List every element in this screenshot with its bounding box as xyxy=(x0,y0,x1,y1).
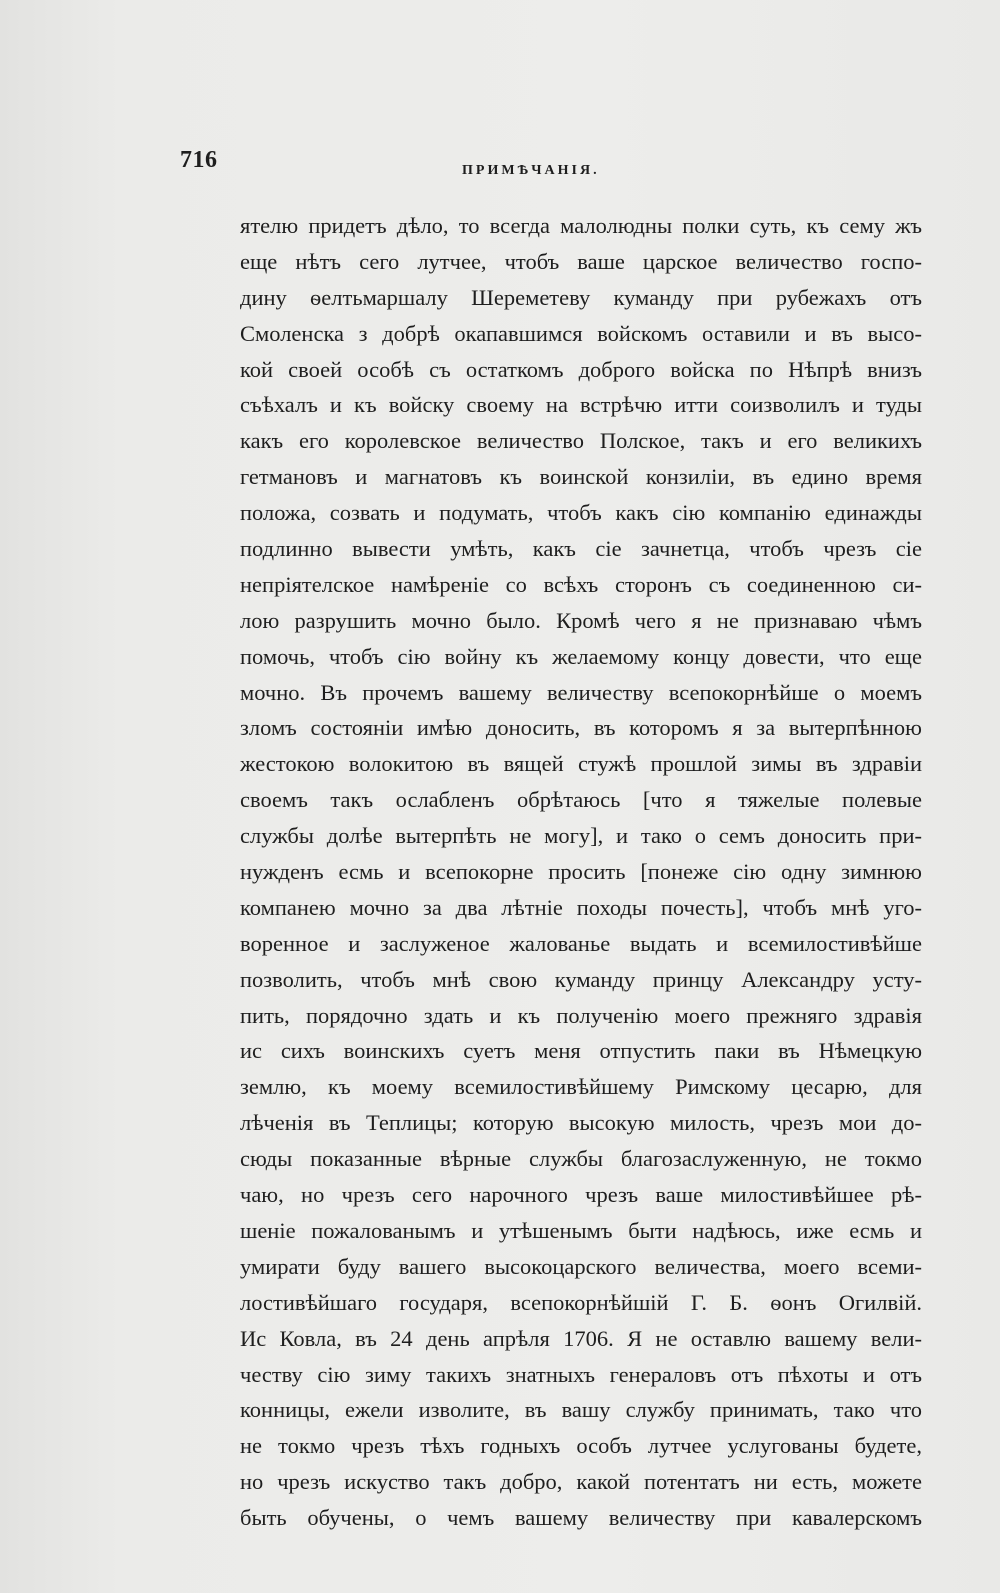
text-line: позволить, чтобъ мнѣ свою куманду принцу Александру усту- xyxy=(240,966,922,992)
text-line: подлинно вывести умѣть, какъ сіе зачнетца, чтобъ чрезъ сіе xyxy=(240,536,922,562)
text-line: Ис Ковла, въ 24 день апрѣля 1706. Я не оставлю вашему вели- xyxy=(240,1325,922,1351)
text-line: умирати буду вашего высокоцарского величества, моего всеми- xyxy=(240,1253,922,1279)
text-line: гетмановъ и магнатовъ къ воинской конзиліи, въ едино время xyxy=(240,464,922,490)
text-line: Смоленска з добрѣ окапавшимся войскомъ оставили и въ высо- xyxy=(240,320,922,346)
text-line: непріятелское намѣреніе со всѣхъ сторонъ съ соединенною си- xyxy=(240,571,922,597)
text-line: лѣченія въ Теплицы; которую высокую милость, чрезъ мои до- xyxy=(240,1110,922,1136)
text-line: зломъ состояніи имѣю доносить, въ которомъ я за вытерпѣнною xyxy=(240,715,922,741)
text-line: чаю, но чрезъ сего нарочного чрезъ ваше милостивѣйшее рѣ- xyxy=(240,1182,922,1208)
text-line: дину ѳелтьмаршалу Шереметеву куманду при рубежахъ отъ xyxy=(240,284,922,310)
page-number: 716 xyxy=(180,147,218,173)
text-line: жестокою волокитою въ вящей стужѣ прошлой зимы въ здравіи xyxy=(240,751,922,777)
text-line: еще нѣтъ сего лутчее, чтобъ ваше царское величество госпо- xyxy=(240,248,922,274)
text-line: службы долѣе вытерпѣть не могу], и тако о семъ доносить при- xyxy=(240,823,922,849)
text-line: съѣхалъ и къ войску своему на встрѣчю итти соизволилъ и туды xyxy=(240,392,922,418)
text-line: сюды показанные вѣрные службы благозаслуженную, не токмо xyxy=(240,1146,922,1172)
body-text xyxy=(240,208,922,1536)
running-head: ПРИМѢЧАНІЯ. xyxy=(462,163,600,178)
text-line: не токмо чрезъ тѣхъ годныхъ особъ лутчее услугованы будете, xyxy=(240,1433,922,1459)
text-line: землю, къ моему всемилостивѣйшему Римскому цесарю, для xyxy=(240,1074,922,1100)
text-line: шеніе пожалованымъ и утѣшенымъ быти надѣюсь, иже есмь и xyxy=(240,1217,922,1243)
text-line: ис сихъ воинскихъ суетъ меня отпустить паки въ Нѣмецкую xyxy=(240,1038,922,1064)
text-line: нужденъ есмь и всепокорне просить [понеже сію одну зимнюю xyxy=(240,859,922,885)
text-line: положа, созвать и подумать, чтобъ какъ сію компанію единажды xyxy=(240,500,922,526)
text-line: компанею мочно за два лѣтніе походы почесть], чтобъ мнѣ уго- xyxy=(240,894,922,920)
text-line: быть обучены, о чемъ вашему величеству при кавалерскомъ xyxy=(240,1505,922,1531)
text-line: пить, порядочно здать и къ полученію моего прежняго здравія xyxy=(240,1002,922,1028)
text-line: но чрезъ искуство такъ добро, какой потентатъ ни есть, можете xyxy=(240,1469,922,1495)
text-line: лостивѣйшаго государя, всепокорнѣйшій Г. Б. ѳонъ Огилвій. xyxy=(240,1289,922,1315)
text-line: лою разрушить мочно было. Кромѣ чего я не признаваю чѣмъ xyxy=(240,607,922,633)
text-line: какъ его королевское величество Полское, такъ и его великихъ xyxy=(240,428,922,454)
text-line: мочно. Въ прочемъ вашему величеству всепокорнѣйше о моемъ xyxy=(240,679,922,705)
text-line: конницы, ежели изволите, въ вашу службу принимать, тако что xyxy=(240,1397,922,1423)
text-line: своемъ такъ ослабленъ обрѣтаюсь [что я тяжелые полевые xyxy=(240,787,922,813)
text-line: кой своей особѣ съ остаткомъ доброго войска по Нѣпрѣ внизъ xyxy=(240,356,922,382)
text-line: честву сію зиму такихъ знатныхъ генераловъ отъ пѣхоты и отъ xyxy=(240,1361,922,1387)
text-line: ятелю придетъ дѣло, то всегда малолюдны полки суть, къ сему жъ xyxy=(240,213,922,238)
text-line: помочь, чтобъ сію войну къ желаемому концу довести, что еще xyxy=(240,643,922,669)
text-line: воренное и заслуженое жалованье выдать и всемилостивѣйше xyxy=(240,930,922,956)
